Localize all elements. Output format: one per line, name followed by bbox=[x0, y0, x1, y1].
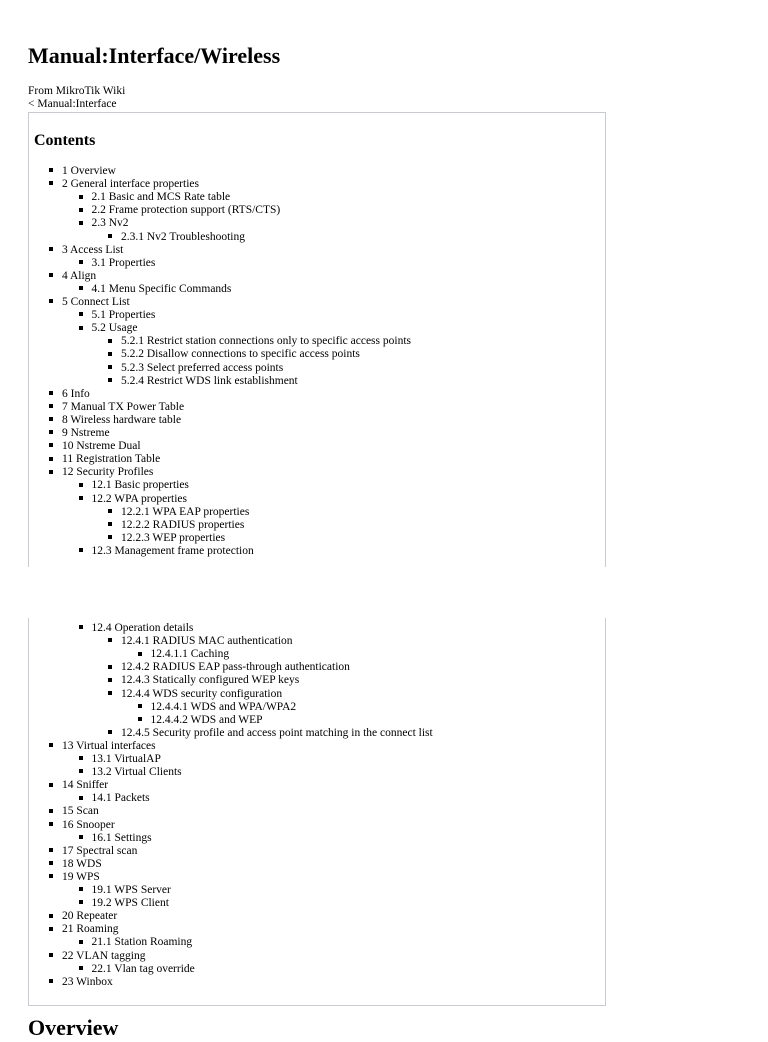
bullet-icon bbox=[79, 796, 83, 800]
toc-item-label: 12.4.3 Statically configured WEP keys bbox=[121, 674, 300, 687]
bullet-icon bbox=[49, 927, 53, 931]
toc-item-label: 6 Info bbox=[62, 387, 90, 400]
bullet-icon bbox=[79, 966, 83, 970]
toc-item[interactable] bbox=[108, 348, 360, 361]
bullet-icon bbox=[49, 874, 53, 878]
toc-item-label: 12.2 WPA properties bbox=[91, 492, 188, 505]
toc-item-label: 12 Security Profiles bbox=[62, 466, 154, 479]
toc-item-label: 12.4.4 WDS security configuration bbox=[121, 687, 283, 700]
toc-item[interactable] bbox=[79, 493, 188, 506]
toc-item[interactable] bbox=[49, 466, 153, 479]
toc-item[interactable] bbox=[49, 740, 156, 753]
bullet-icon bbox=[108, 638, 112, 642]
toc-item-label: 21 Roaming bbox=[62, 923, 119, 936]
toc-item[interactable] bbox=[49, 845, 137, 858]
toc-item[interactable] bbox=[108, 635, 293, 648]
toc-item[interactable] bbox=[138, 714, 263, 727]
bullet-icon bbox=[108, 678, 112, 682]
toc-item[interactable] bbox=[108, 375, 298, 388]
bullet-icon bbox=[79, 887, 83, 891]
toc-item-label: 20 Repeater bbox=[62, 910, 118, 923]
toc-item-label: 16 Snooper bbox=[62, 818, 115, 831]
bullet-icon bbox=[49, 247, 53, 251]
toc-item[interactable] bbox=[49, 388, 90, 401]
toc-item-label: 13 Virtual interfaces bbox=[62, 739, 156, 752]
toc-item[interactable] bbox=[79, 963, 195, 976]
toc-item-label: 5.1 Properties bbox=[91, 309, 156, 322]
bullet-icon bbox=[79, 835, 83, 839]
toc-item[interactable] bbox=[49, 910, 117, 923]
bullet-icon bbox=[108, 535, 112, 539]
toc-item-label: 12.4.5 Security profile and access point matching in the connect list bbox=[121, 726, 433, 739]
toc-item-label: 2.3 Nv2 bbox=[91, 217, 129, 230]
bullet-icon bbox=[49, 299, 53, 303]
bullet-icon bbox=[49, 848, 53, 852]
page-title: Manual:Interface/Wireless bbox=[28, 43, 281, 68]
toc-item[interactable] bbox=[49, 805, 99, 818]
toc-item-label: 5.2.3 Select preferred access points bbox=[121, 361, 284, 374]
toc-item[interactable] bbox=[108, 532, 225, 545]
toc-item[interactable] bbox=[79, 766, 182, 779]
bullet-icon bbox=[138, 652, 142, 656]
bullet-icon bbox=[79, 496, 83, 500]
toc-item[interactable] bbox=[79, 322, 138, 335]
toc-item-label: 3.1 Properties bbox=[91, 256, 156, 269]
toc-item-label: 19.2 WPS Client bbox=[91, 897, 169, 910]
toc-item[interactable] bbox=[108, 335, 411, 348]
toc-item[interactable] bbox=[49, 244, 123, 257]
toc-item-label: 14 Sniffer bbox=[62, 779, 109, 792]
toc-item-label: 18 WDS bbox=[62, 857, 102, 870]
toc-item-label: 12.1 Basic properties bbox=[91, 479, 189, 492]
bullet-icon bbox=[49, 953, 53, 957]
bullet-icon bbox=[79, 260, 83, 264]
bullet-icon bbox=[79, 483, 83, 487]
bullet-icon bbox=[79, 900, 83, 904]
bullet-icon bbox=[49, 979, 53, 983]
bullet-icon bbox=[79, 940, 83, 944]
table-of-contents bbox=[28, 112, 606, 567]
page-break bbox=[0, 567, 768, 618]
toc-item[interactable] bbox=[49, 923, 119, 936]
toc-item[interactable] bbox=[49, 950, 145, 963]
toc-list-page-2 bbox=[29, 618, 605, 1005]
toc-item-label: 1 Overview bbox=[62, 165, 116, 177]
toc-item[interactable] bbox=[108, 688, 282, 701]
toc-item[interactable] bbox=[49, 165, 116, 178]
parent-page-link[interactable]: < Manual:Interface bbox=[28, 98, 117, 110]
bullet-icon bbox=[79, 286, 83, 290]
toc-item-label: 11 Registration Table bbox=[62, 453, 161, 466]
bullet-icon bbox=[108, 509, 112, 513]
toc-item-label: 4 Align bbox=[62, 269, 97, 282]
toc-item[interactable] bbox=[108, 661, 350, 674]
bullet-icon bbox=[79, 625, 83, 629]
bullet-icon bbox=[49, 457, 53, 461]
toc-item[interactable] bbox=[79, 257, 156, 270]
toc-item-label: 4.1 Menu Specific Commands bbox=[91, 282, 232, 295]
toc-item[interactable] bbox=[49, 871, 100, 884]
toc-item-label: 19 WPS bbox=[62, 870, 100, 883]
toc-item[interactable] bbox=[49, 414, 181, 427]
toc-item[interactable] bbox=[108, 674, 299, 687]
bullet-icon bbox=[49, 861, 53, 865]
bullet-icon bbox=[49, 417, 53, 421]
toc-item[interactable] bbox=[49, 440, 141, 453]
bullet-icon bbox=[79, 548, 83, 552]
toc-item[interactable] bbox=[79, 545, 254, 558]
toc-item-label: 17 Spectral scan bbox=[62, 844, 138, 857]
toc-item[interactable] bbox=[79, 753, 161, 766]
toc-item[interactable] bbox=[49, 858, 102, 871]
bullet-icon bbox=[79, 312, 83, 316]
toc-item-label: 10 Nstreme Dual bbox=[62, 440, 141, 453]
bullet-icon bbox=[108, 691, 112, 695]
toc-item-label: 13.1 VirtualAP bbox=[91, 753, 161, 765]
toc-item[interactable] bbox=[49, 779, 108, 792]
toc-item[interactable] bbox=[49, 453, 160, 466]
table-of-contents-continued bbox=[28, 618, 606, 1006]
toc-item-label: 12.2.3 WEP properties bbox=[121, 531, 226, 544]
bullet-icon bbox=[79, 195, 83, 199]
toc-item-label: 8 Wireless hardware table bbox=[62, 413, 182, 426]
toc-item[interactable] bbox=[138, 648, 230, 661]
bullet-icon bbox=[49, 914, 53, 918]
toc-item[interactable] bbox=[79, 792, 150, 805]
toc-item[interactable] bbox=[138, 701, 297, 714]
toc-item[interactable] bbox=[49, 401, 184, 414]
toc-item[interactable] bbox=[49, 296, 130, 309]
toc-heading: Contents bbox=[34, 132, 96, 149]
bullet-icon bbox=[108, 234, 112, 238]
toc-item[interactable] bbox=[108, 506, 249, 519]
bullet-icon bbox=[49, 443, 53, 447]
toc-item-label: 12.4.2 RADIUS EAP pass-through authentication bbox=[121, 661, 350, 674]
toc-item-label: 2.2 Frame protection support (RTS/CTS) bbox=[91, 204, 281, 217]
bullet-icon bbox=[108, 339, 112, 343]
toc-item-label: 5 Connect List bbox=[62, 296, 130, 308]
toc-item[interactable] bbox=[79, 897, 169, 910]
toc-item-label: 3 Access List bbox=[62, 243, 124, 256]
toc-item[interactable] bbox=[79, 479, 189, 492]
toc-item-label: 12.2.1 WPA EAP properties bbox=[121, 505, 250, 518]
bullet-icon bbox=[49, 430, 53, 434]
bullet-icon bbox=[138, 704, 142, 708]
bullet-icon bbox=[108, 378, 112, 382]
toc-item[interactable] bbox=[79, 204, 281, 217]
toc-item-label: 12.2.2 RADIUS properties bbox=[121, 518, 245, 531]
toc-item[interactable] bbox=[79, 832, 152, 845]
toc-item-label: 12.4.4.1 WDS and WPA/WPA2 bbox=[150, 700, 297, 713]
bullet-icon bbox=[49, 822, 53, 826]
toc-item[interactable] bbox=[49, 976, 113, 989]
toc-item[interactable] bbox=[108, 231, 245, 244]
toc-item-label: 21.1 Station Roaming bbox=[91, 936, 193, 949]
toc-item-label: 12.4.4.2 WDS and WEP bbox=[150, 713, 263, 726]
toc-item-label: 9 Nstreme bbox=[62, 427, 110, 439]
toc-item-label: 15 Scan bbox=[62, 805, 99, 818]
toc-item[interactable] bbox=[108, 362, 283, 375]
toc-item-label: 16.1 Settings bbox=[91, 831, 152, 844]
bullet-icon bbox=[49, 181, 53, 185]
toc-item-label: 13.2 Virtual Clients bbox=[91, 766, 182, 779]
bullet-icon bbox=[49, 391, 53, 395]
toc-item[interactable] bbox=[108, 727, 433, 740]
bullet-icon bbox=[108, 352, 112, 356]
bullet-icon bbox=[79, 756, 83, 760]
bullet-icon bbox=[79, 769, 83, 773]
toc-item[interactable] bbox=[79, 936, 193, 949]
bullet-icon bbox=[49, 743, 53, 747]
toc-item-label: 12.4.1 RADIUS MAC authentication bbox=[121, 635, 293, 648]
toc-item[interactable] bbox=[79, 283, 232, 296]
bullet-icon bbox=[108, 665, 112, 669]
toc-item-label: 5.2 Usage bbox=[91, 322, 138, 335]
toc-item-label: 14.1 Packets bbox=[91, 792, 150, 805]
toc-list-page-1 bbox=[29, 113, 605, 567]
toc-item-label: 2.3.1 Nv2 Troubleshooting bbox=[121, 230, 245, 243]
toc-item[interactable] bbox=[79, 191, 231, 204]
bullet-icon bbox=[108, 730, 112, 734]
toc-item[interactable] bbox=[108, 519, 244, 532]
bullet-icon bbox=[138, 717, 142, 721]
toc-item-label: 23 Winbox bbox=[62, 975, 113, 988]
toc-item-label: 7 Manual TX Power Table bbox=[62, 400, 185, 413]
toc-item-label: 2 General interface properties bbox=[62, 178, 199, 191]
toc-item-label: 12.4 Operation details bbox=[91, 622, 194, 634]
toc-item-label: 2.1 Basic and MCS Rate table bbox=[91, 191, 231, 204]
section-heading-overview: Overview bbox=[28, 1015, 119, 1040]
bullet-icon bbox=[49, 809, 53, 813]
toc-item[interactable] bbox=[79, 309, 156, 322]
toc-item-label: 5.2.2 Disallow connections to specific access points bbox=[121, 348, 360, 361]
toc-item-label: 5.2.4 Restrict WDS link establishment bbox=[121, 374, 298, 387]
bullet-icon bbox=[49, 273, 53, 277]
toc-item-label: 19.1 WPS Server bbox=[91, 884, 171, 896]
toc-item[interactable] bbox=[49, 427, 110, 440]
bullet-icon bbox=[49, 168, 53, 172]
toc-item-label: 22 VLAN tagging bbox=[62, 949, 146, 962]
bullet-icon bbox=[49, 783, 53, 787]
bullet-icon bbox=[79, 326, 83, 330]
toc-item-label: 12.4.1.1 Caching bbox=[150, 648, 230, 661]
bullet-icon bbox=[49, 470, 53, 474]
toc-item[interactable] bbox=[79, 217, 129, 230]
bullet-icon bbox=[108, 365, 112, 369]
toc-item-label: 5.2.1 Restrict station connections only to specific access points bbox=[121, 335, 411, 348]
toc-item[interactable] bbox=[79, 622, 194, 635]
bullet-icon bbox=[108, 522, 112, 526]
toc-item-label: 22.1 Vlan tag override bbox=[91, 962, 195, 975]
toc-item-label: 12.3 Management frame protection bbox=[91, 544, 254, 557]
bullet-icon bbox=[79, 208, 83, 212]
toc-item[interactable] bbox=[49, 270, 96, 283]
site-subtitle: From MikroTik Wiki bbox=[28, 85, 126, 97]
toc-item[interactable] bbox=[49, 819, 115, 832]
toc-item[interactable] bbox=[49, 178, 199, 191]
toc-item[interactable] bbox=[79, 884, 171, 897]
bullet-icon bbox=[79, 221, 83, 225]
bullet-icon bbox=[49, 404, 53, 408]
